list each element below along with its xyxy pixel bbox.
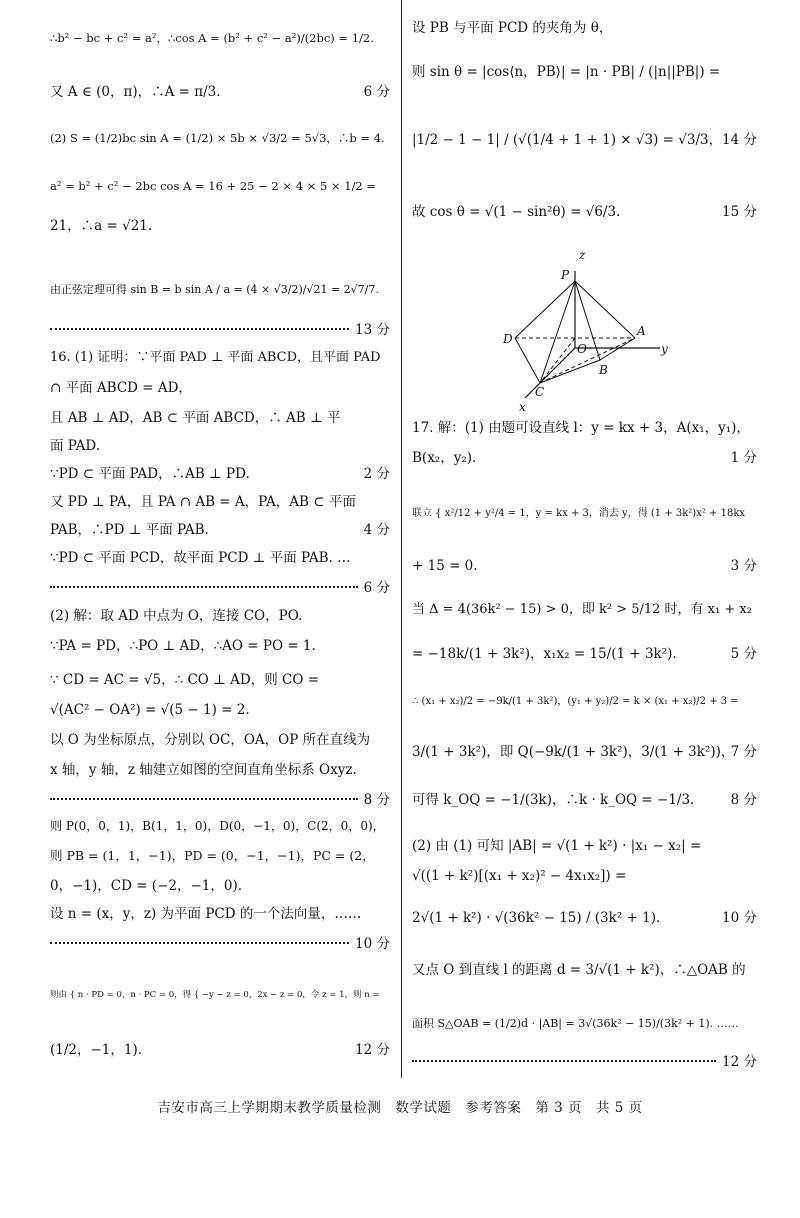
score-marker: [412, 203, 757, 221]
edge-CA: [540, 338, 635, 383]
solution-line: x 轴，y 轴，z 轴建立如图的空间直角坐标系 Oxyz.: [50, 762, 357, 778]
score-marker: [50, 791, 390, 809]
score-marker: [412, 557, 757, 575]
solution-line: 2√(1 + k²) · √(36k² − 15) / (3k² + 1).: [412, 910, 661, 926]
solution-line: ∵PD ⊂ 平面 PCD，故平面 PCD ⊥ 平面 PAB. …: [50, 550, 351, 566]
score-marker: [50, 521, 390, 539]
label-A: A: [637, 324, 646, 338]
solution-line: 设 PB 与平面 PCD 的夹角为 θ，: [412, 20, 613, 36]
solution-line: ∩ 平面 ABCD = AD，: [50, 380, 192, 396]
label-P: P: [561, 268, 570, 282]
label-B: B: [599, 363, 608, 377]
solution-line: 可得 k_OQ = −1/(3k)，∴k · k_OQ = −1/3.: [412, 792, 695, 808]
score-marker: [50, 935, 390, 953]
page-footer: 吉安市高三上学期期末教学质量检测 数学试题 参考答案 第 3 页 共 5 页: [157, 1100, 643, 1116]
score-marker: [412, 131, 757, 149]
score-marker: [412, 449, 757, 467]
score-label: 7 分: [730, 744, 757, 760]
solution-line: B(x₂，y₂).: [412, 450, 477, 466]
score-marker: [412, 909, 757, 927]
score-label: 10 分: [722, 910, 757, 926]
solution-line: 由正弦定理可得 sin B = b sin A / a = (4 × √3/2)/√21 = 2√7/7.: [50, 283, 379, 296]
score-label: 14 分: [722, 132, 757, 148]
score-marker: [412, 1053, 757, 1071]
solution-line: ∴b² − bc + c² = a²，∴cos A = (b² + c² − a²)/(2bc) = 1/2.: [50, 31, 374, 45]
solution-line: ∵PD ⊂ 平面 PAD，∴AB ⊥ PD.: [50, 466, 250, 482]
solution-line: (2) S = (1/2)bc sin A = (1/2) × 5b × √3/2 = 5√3，∴b = 4.: [50, 131, 385, 145]
score-label: 12 分: [355, 1042, 390, 1058]
score-label: 1 分: [730, 450, 757, 466]
column-divider: [401, 0, 402, 1078]
score-marker: [412, 743, 757, 761]
pyramid-figure: [495, 243, 685, 413]
solution-line: (2) 解：取 AD 中点为 O，连接 CO，PO.: [50, 608, 303, 624]
label-C: C: [535, 385, 545, 399]
solution-line: 0，−1)，CD = (−2，−1，0).: [50, 878, 243, 894]
label-O: O: [577, 342, 587, 356]
solution-line: 设 n = (x，y，z) 为平面 PCD 的一个法向量，……: [50, 906, 362, 922]
x-axis: [525, 348, 575, 398]
score-label: 8 分: [363, 792, 390, 808]
score-label: 15 分: [722, 204, 757, 220]
score-label: 13 分: [355, 322, 390, 338]
solution-line: ∵PA = PD，∴PO ⊥ AD，∴AO = PO = 1.: [50, 638, 316, 654]
score-marker: [50, 83, 390, 101]
score-marker: [50, 579, 390, 597]
solution-line: ∵ CD = AC = √5，∴ CO ⊥ AD，则 CO =: [50, 672, 320, 688]
solution-line: 当 Δ = 4(36k² − 15) > 0，即 k² > 5/12 时，有 x₁ + x₂: [412, 602, 752, 617]
solution-line: = −18k/(1 + 3k²)，x₁x₂ = 15/(1 + 3k²).: [412, 646, 677, 662]
solution-line: 则 PB = (1，1，−1)，PD = (0，−1，−1)，PC = (2，: [50, 848, 375, 863]
score-label: 6 分: [363, 84, 390, 100]
solution-line: + 15 = 0.: [412, 558, 478, 574]
score-marker: [50, 465, 390, 483]
solution-line: PAB，∴PD ⊥ 平面 PAB.: [50, 522, 209, 538]
score-label: 2 分: [363, 466, 390, 482]
solution-line: (2) 由 (1) 可知 |AB| = √(1 + k²) · |x₁ − x₂| =: [412, 838, 702, 854]
solution-line: 16. (1) 证明：∵平面 PAD ⊥ 平面 ABCD，且平面 PAD: [50, 350, 381, 365]
label-D: D: [503, 332, 513, 346]
solution-line: 则 sin θ = |cos⟨n，PB⟩| = |n · PB| / (|n||PB|) =: [412, 64, 721, 80]
score-label: 4 分: [363, 522, 390, 538]
dot-leader: [50, 941, 349, 944]
solution-line: |1/2 − 1 − 1| / (√(1/4 + 1 + 1) × √3) = √3/3，: [412, 132, 723, 148]
solution-line: 面 PAD.: [50, 438, 101, 454]
edge-DC: [515, 338, 540, 383]
solution-line: 联立 { x²/12 + y²/4 = 1，y = kx + 3，消去 y，得 (1 + 3k²)x² + 18kx: [412, 508, 746, 519]
solution-line: 则 P(0，0，1)，B(1，1，0)，D(0，−1，0)，C(2，0，0)，: [50, 819, 385, 833]
label-z: z: [579, 248, 586, 262]
score-label: 10 分: [355, 936, 390, 952]
score-marker: [412, 645, 757, 663]
dot-leader: [412, 1059, 716, 1062]
solution-line: 21，∴a = √21.: [50, 218, 153, 234]
solution-line: 则由 { n · PD = 0，n · PC = 0，得 { −y − z = 0，2x − z = 0，令 z = 1，则 n =: [50, 990, 380, 1000]
solution-line: 17. 解：(1) 由题可设直线 l：y = kx + 3，A(x₁，y₁)，: [412, 420, 750, 436]
score-label: 3 分: [730, 558, 757, 574]
solution-line: 又 A ∈ (0，π)，∴A = π/3.: [50, 84, 221, 100]
dot-leader: [50, 327, 349, 330]
edge-PC: [540, 281, 575, 383]
solution-line: 又点 O 到直线 l 的距离 d = 3/√(1 + k²)，∴△OAB 的: [412, 962, 746, 978]
solution-line: a² = b² + c² − 2bc cos A = 16 + 25 − 2 × 4 × 5 × 1/2 =: [50, 179, 377, 193]
solution-line: √(AC² − OA²) = √(5 − 1) = 2.: [50, 702, 250, 718]
score-marker: [412, 791, 757, 809]
solution-line: 且 AB ⊥ AD，AB ⊂ 平面 ABCD，∴ AB ⊥ 平: [50, 410, 341, 426]
score-marker: [50, 321, 390, 339]
edge-BA: [600, 338, 635, 360]
solution-line: ∴ (x₁ + x₂)/2 = −9k/(1 + 3k²)，(y₁ + y₂)/2 = k × (x₁ + x₂)/2 + 3 =: [412, 696, 739, 707]
score-label: 5 分: [730, 646, 757, 662]
solution-line: 3/(1 + 3k²)，即 Q(−9k/(1 + 3k²)，3/(1 + 3k²))，: [412, 744, 735, 760]
dot-leader: [50, 797, 358, 800]
solution-line: 故 cos θ = √(1 − sin²θ) = √6/3.: [412, 204, 621, 220]
solution-line: (1/2，−1，1).: [50, 1042, 143, 1058]
score-label: 8 分: [730, 792, 757, 808]
score-marker: [50, 1041, 390, 1059]
solution-line: 面积 S△OAB = (1/2)d · |AB| = 3√(36k² − 15)/(3k² + 1). ……: [412, 1017, 739, 1030]
solution-line: 又 PD ⊥ PA，且 PA ∩ AB = A，PA，AB ⊂ 平面: [50, 494, 356, 510]
label-y: y: [661, 342, 668, 356]
solution-line: √((1 + k²)[(x₁ + x₂)² − 4x₁x₂]) =: [412, 868, 627, 884]
dot-leader: [50, 585, 358, 588]
solution-line: 以 O 为坐标原点，分别以 OC，OA，OP 所在直线为: [50, 732, 371, 748]
edge-PD: [515, 281, 575, 338]
score-label: 6 分: [363, 580, 390, 596]
label-x: x: [519, 400, 526, 413]
score-label: 12 分: [722, 1054, 757, 1070]
